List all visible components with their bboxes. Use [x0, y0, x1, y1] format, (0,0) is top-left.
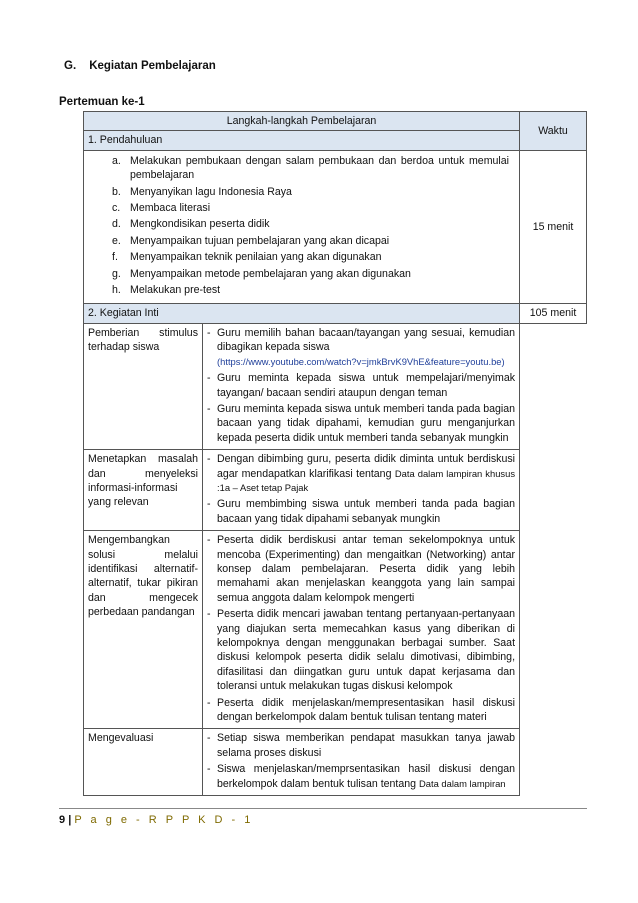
- activity-text: Peserta didik berdiskusi antar teman sekelompoknya untuk mencoba (Experimenting) dan mengaitkan (Networking) antar konsep dalam pembelajaran. Peserta didik yang lebih memahami akan menjelaskan keanggota yang lain sampai semua anggota dalam kelompok mengerti: [217, 534, 516, 604]
- activity-text: Guru memilih bahan bacaan/tayangan yang sesuai, kemudian dibagikan kepada siswa: [217, 326, 516, 354]
- phase-intro-title: 1. Pendahuluan: [84, 131, 520, 150]
- activity-text: Dengan dibimbing guru, peserta didik diminta untuk berdiskusi agar mendapatkan klarifikasi tentang: [217, 453, 516, 480]
- activity-cell: [203, 450, 520, 531]
- stage-label: Pemberian stimulus terhadap siswa: [84, 323, 203, 449]
- step-text: Melakukan pre-test: [130, 284, 221, 297]
- stage-label: Mengevaluasi: [84, 729, 203, 796]
- activity-item: - Guru meminta kepada siswa untuk memberi tanda pada bagian bacaan yang tidak dipahami, kemudian guru menganjurkan kepada peserta didik untuk memberi tanda sebanyak mungkin: [207, 402, 516, 444]
- footer-separator: |: [68, 814, 72, 826]
- activity-cell: [203, 729, 520, 796]
- activity-cell: [203, 531, 520, 729]
- intro-step-item: [112, 267, 509, 281]
- step-letter: d.: [112, 218, 121, 231]
- step-text: Menyampaikan tujuan pembelajaran yang akan dicapai: [130, 234, 390, 247]
- activity-item: - Setiap siswa memberikan pendapat masukkan tanya jawab selama proses diskusi: [207, 732, 516, 759]
- intro-step-item: [112, 217, 509, 231]
- step-text: Menyampaikan teknik penilaian yang akan digunakan: [130, 251, 382, 264]
- phase-core-title: 2. Kegiatan Inti: [84, 304, 520, 323]
- header-time: Waktu: [520, 112, 587, 151]
- intro-step-item: [112, 201, 509, 215]
- step-letter: b.: [112, 185, 121, 198]
- step-letter: f.: [112, 251, 118, 264]
- stage-label: Mengembangkan solusi melalui identifikasi alternatif-alternatif, tukar pikiran dan mengecek perbedaan pandangan: [84, 531, 203, 729]
- section-letter: G.: [64, 60, 77, 72]
- footer-label: P a g e - R P P K D - 1: [74, 814, 254, 826]
- activity-item: - Peserta didik mencari jawaban tentang pertanyaan-pertanyaan yang diajukan serta memecahkan kasus yang diberikan di kelompoknya dengan menggunakan berbagai sumber. Saat diskusi kelompok peserta didik selalu dimotivasi, dibimbing, difasilitasi dan diingatkan guru untuk dapat kerjasama dan toleransi untuk melakukan tugas diskusi kelompok: [207, 608, 516, 693]
- activity-text: Guru meminta kepada siswa untuk mempelajari/menyimak tayangan/ bacaan sendiri ataupun dengan teman: [217, 372, 516, 399]
- intro-step-item: [112, 283, 509, 297]
- intro-steps-list: [88, 154, 515, 302]
- section-title: Kegiatan Pembelajaran: [89, 60, 216, 72]
- intro-step-item: [112, 234, 509, 248]
- core-activity-row: [84, 531, 587, 729]
- activity-item: - Peserta didik berdiskusi antar teman sekelompoknya untuk mencoba (Experimenting) dan mengaitkan (Networking) antar konsep dalam pembelajaran. Peserta didik yang lebih memahami akan menjelaskan keanggota yang lain sampai semua anggota dalam kelompok mengerti: [207, 534, 516, 604]
- activity-text: Peserta didik mencari jawaban tentang pertanyaan-pertanyaan yang diajukan serta memecahkan kasus yang diberikan di kelompoknya dengan menggunakan berbagai sumber. Saat diskusi kelompok peserta didik selalu dimotivasi, dibimbing, difasilitasi dan diingatkan guru untuk dapat kerjasama dan toleransi untuk melakukan tugas diskusi kelompok: [217, 608, 516, 693]
- step-text: Mengkondisikan peserta didik: [130, 218, 270, 231]
- activity-item: - Dengan dibimbing guru, peserta didik diminta untuk berdiskusi agar mendapatkan klarifikasi tentang Data dalam lampiran khusus :1a – Aset tetap Pajak: [207, 453, 516, 493]
- step-text: Membaca literasi: [130, 202, 211, 215]
- activity-cell: [203, 323, 520, 449]
- footer-divider: [59, 808, 587, 809]
- activity-item: - Guru meminta kepada siswa untuk mempelajari/menyimak tayangan/ bacaan sendiri ataupun dengan teman: [207, 372, 516, 399]
- intro-step-item: [112, 185, 509, 199]
- step-letter: g.: [112, 267, 121, 280]
- step-letter: e.: [112, 234, 121, 247]
- section-heading: [64, 60, 216, 72]
- activity-item: - Peserta didik menjelaskan/mempresentasikan hasil diskusi dengan berkelompok dalam bentuk tulisan tentang materi: [207, 696, 516, 724]
- core-activity-row: [84, 729, 587, 796]
- intro-step-item: [112, 154, 509, 183]
- intro-steps-cell: [84, 150, 520, 304]
- stage-label: Menetapkan masalah dan menyeleksi informasi-informasi yang relevan: [84, 450, 203, 531]
- core-activity-row: [84, 450, 587, 531]
- step-text: Menyanyikan lagu Indonesia Raya: [130, 185, 292, 198]
- page-number: 9: [59, 814, 66, 826]
- activity-text: Setiap siswa memberikan pendapat masukkan tanya jawab selama proses diskusi: [217, 732, 516, 759]
- activity-item: - Guru memilih bahan bacaan/tayangan yang sesuai, kemudian dibagikan kepada siswa (https://www.youtube.com/watch?v=jmkBrvK9VhE&feature=youtu.be): [207, 326, 516, 367]
- page-footer: [59, 814, 253, 826]
- activity-text: Siswa menjelaskan/memprsentasikan hasil diskusi dengan berkelompok dalam bentuk tulisan tentang: [217, 763, 516, 790]
- core-time: 105 menit: [520, 304, 587, 323]
- activity-text: Guru meminta kepada siswa untuk memberi tanda pada bagian bacaan yang tidak dipahami, kemudian guru menganjurkan kepada peserta didik untuk memberi tanda sebanyak mungkin: [217, 402, 516, 444]
- step-text: Melakukan pembukaan dengan salam pembukaan dan berdoa untuk memulai pembelajaran: [130, 154, 510, 182]
- core-activity-row: [84, 323, 587, 449]
- header-steps: Langkah-langkah Pembelajaran: [84, 112, 520, 131]
- activity-item: - Siswa menjelaskan/memprsentasikan hasil diskusi dengan berkelompok dalam bentuk tulisan tentang Data dalam lampiran: [207, 763, 516, 790]
- activity-item: - Guru membimbing siswa untuk memberi tanda pada bagian bacaan yang tidak dipahami sebanyak mungkin: [207, 498, 516, 525]
- intro-time: 15 menit: [520, 150, 587, 304]
- meeting-heading: Pertemuan ke-1: [59, 96, 145, 108]
- core-rows: [84, 323, 587, 795]
- video-link[interactable]: (https://www.youtube.com/watch?v=jmkBrvK9VhE&feature=youtu.be): [217, 355, 505, 367]
- step-letter: a.: [112, 154, 121, 167]
- step-letter: h.: [112, 284, 121, 297]
- activity-note: Data dalam lampiran: [419, 777, 506, 789]
- learning-steps-table: [83, 111, 587, 796]
- step-text: Menyampaikan metode pembelajaran yang akan digunakan: [130, 267, 411, 280]
- activity-text: Peserta didik menjelaskan/mempresentasikan hasil diskusi dengan berkelompok dalam bentuk tulisan tentang materi: [217, 696, 516, 724]
- activity-text: Guru membimbing siswa untuk memberi tanda pada bagian bacaan yang tidak dipahami sebanyak mungkin: [217, 498, 516, 525]
- step-letter: c.: [112, 202, 121, 215]
- activity-note: Data dalam lampiran khusus :1a – Aset tetap Pajak: [217, 467, 516, 493]
- intro-step-item: [112, 250, 509, 264]
